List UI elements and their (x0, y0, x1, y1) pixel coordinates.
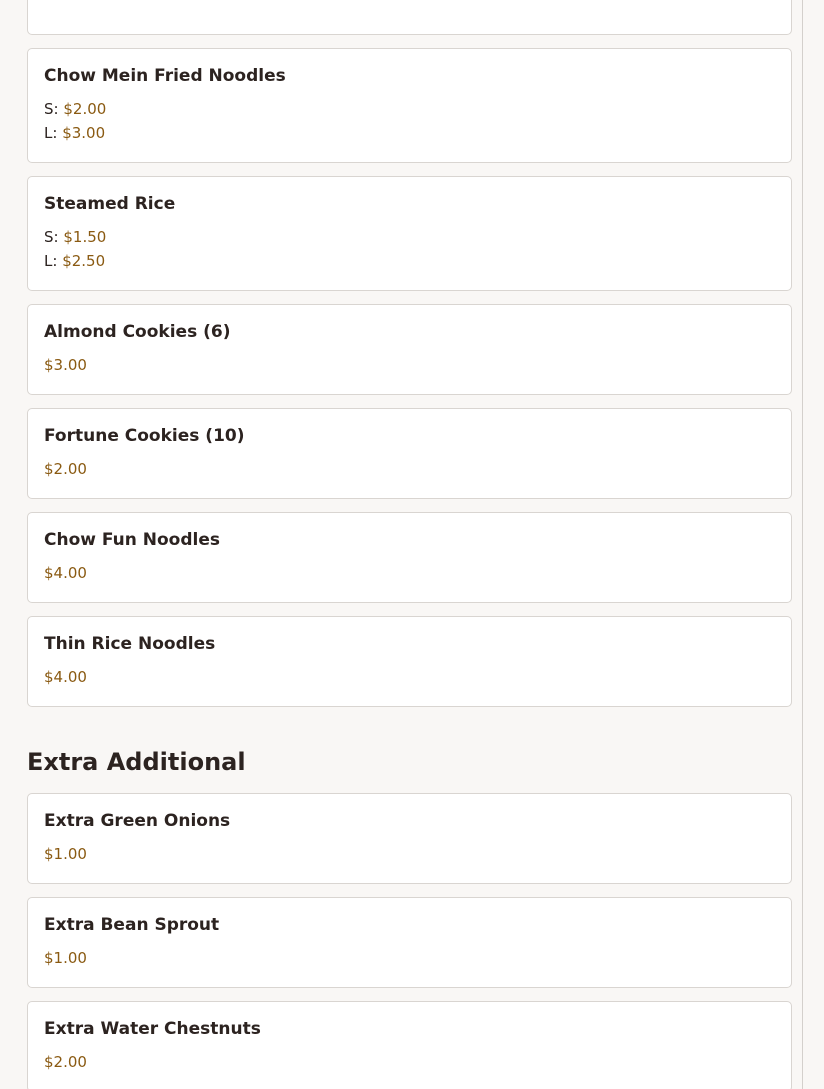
size-label: L: (44, 252, 58, 270)
menu-item-name: Chow Mein Fried Noodles (44, 66, 286, 86)
menu-item-card[interactable] (27, 176, 792, 291)
price-row (44, 1050, 775, 1074)
menu-item-name: Thin Rice Noodles (44, 634, 216, 654)
item-price: $2.00 (44, 1053, 87, 1071)
menu-item-name: Extra Green Onions (44, 811, 231, 831)
item-price: $2.00 (63, 100, 107, 118)
item-price: $4.00 (44, 564, 87, 582)
price-row (44, 946, 775, 970)
menu-content (27, 0, 792, 1089)
menu-item-name: Extra Bean Sprout (44, 915, 220, 935)
price-row (44, 842, 775, 866)
size-label: S: (44, 228, 59, 246)
section-heading: Extra Additional (27, 748, 246, 776)
item-price: $2.50 (62, 252, 106, 270)
price-row (44, 457, 775, 481)
size-label: S: (44, 100, 59, 118)
scrollbar-divider (802, 0, 803, 1089)
menu-item-card[interactable] (27, 0, 792, 35)
item-price: $2.00 (44, 460, 87, 478)
item-price: $3.00 (44, 356, 87, 374)
price-row (44, 121, 775, 145)
menu-item-card[interactable] (27, 793, 792, 884)
menu-item-card[interactable] (27, 616, 792, 707)
menu-item-card[interactable] (27, 512, 792, 603)
item-price: $3.00 (62, 124, 106, 142)
item-price: $4.00 (44, 668, 87, 686)
price-row (44, 249, 775, 273)
menu-item-card[interactable] (27, 897, 792, 988)
price-row (44, 665, 775, 689)
menu-item-card[interactable] (27, 1001, 792, 1089)
item-price: $1.00 (44, 845, 87, 863)
price-row (44, 353, 775, 377)
item-price: $1.00 (44, 949, 87, 967)
item-price: $1.50 (63, 228, 107, 246)
menu-item-card[interactable] (27, 48, 792, 163)
menu-item-name: Chow Fun Noodles (44, 530, 221, 550)
price-row (44, 97, 775, 121)
menu-item-name: Almond Cookies (6) (44, 322, 231, 342)
menu-item-name: Extra Water Chestnuts (44, 1019, 261, 1039)
size-label: L: (44, 124, 58, 142)
price-row (44, 561, 775, 585)
menu-item-card[interactable] (27, 304, 792, 395)
menu-item-card[interactable] (27, 408, 792, 499)
menu-item-name: Steamed Rice (44, 194, 176, 214)
price-row (44, 225, 775, 249)
menu-item-name: Fortune Cookies (10) (44, 426, 245, 446)
